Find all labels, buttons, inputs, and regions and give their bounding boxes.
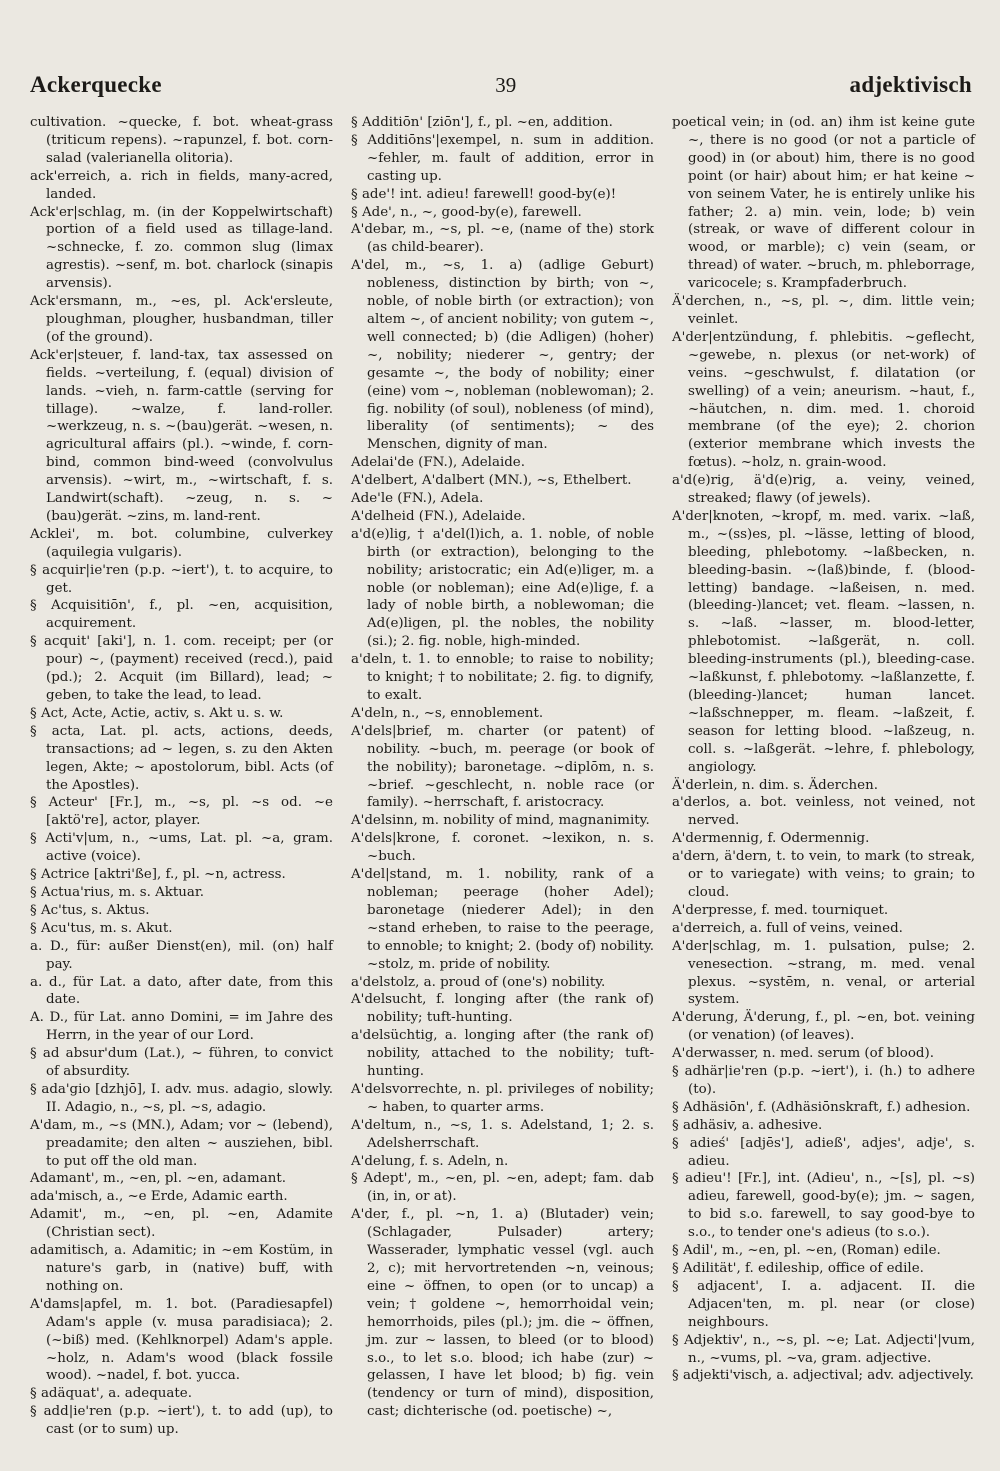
dictionary-entry: § Act, Acte, Actie, activ, s. Akt u. s. w. [30, 705, 284, 721]
dictionary-entry: Ack'ersmann, m., ~es, pl. Ack'ersleute, ploughman, plougher, husbandman, tiller (of the ground). [30, 294, 333, 345]
dictionary-entry: a. d., für Lat. a dato, after date, from this date. [30, 974, 333, 1008]
dictionary-entry: Ack'er|schlag, m. (in der Koppelwirtschaft) portion of a field used as tillage-land. ~schnecke, f. zo. common slug (limax agrestis). ~senf, m. bot. charlock (sinapis arvensis). [30, 204, 333, 292]
dictionary-entry: A'delsvorrechte, n. pl. privileges of nobility; ~ haben, to quarter arms. [351, 1081, 654, 1115]
dictionary-entry: Adamant', m., ~en, pl. ~en, adamant. [30, 1171, 286, 1187]
dictionary-entry: a'd(e)lig, † a'del(l)ich, a. 1. noble, of noble birth (or extraction), belonging to the nobility; aristocratic; ein Ad(e)liger, m. a noble (or nobleman); eine Ad(e)lige, f. a lady of noble birth, a noblewoman; die Ad(e)ligen, pl. the nobles, the nobility (si.); 2. fig. noble, high-minded. [351, 526, 654, 650]
dictionary-entry: Ä'derchen, n., ~s, pl. ~, dim. little vein; veinlet. [672, 294, 975, 327]
dictionary-entry: poetical vein; in (od. an) ihm ist keine gute ~, there is no good (or not a particle of good) in (or about) him, there is no good point (or hair) about him; er hat keine ~ von seinem Vater, he is entirely unlike his father; 2. a) min. vein, lode; b) vein (streak, or wave of different colour in wood, or marble); c) vein (seam, or thread) of water. ~bruch, m. phleborrage, varicocele; s. Krampfaderbruch. [672, 115, 975, 292]
dictionary-entry: § Adil', m., ~en, pl. ~en, (Roman) edile. [672, 1243, 941, 1259]
dictionary-entry: § Ade', n., ~, good-by(e), farewell. [351, 204, 582, 220]
dictionary-entry: § Additiōns'|exempel, n. sum in addition. ~fehler, m. fault of addition, error in casting up. [351, 132, 654, 184]
dictionary-entry: A'derung, Ä'derung, f., pl. ~en, bot. veining (or venation) (of leaves). [672, 1010, 975, 1044]
column-middle [351, 114, 654, 1420]
dictionary-entry: § Ac'tus, s. Aktus. [30, 902, 150, 918]
dictionary-entry: cultivation. ~quecke, f. bot. wheat-grass (triticum repens). ~rapunzel, f. bot. corn-salad (valerianella olitoria). [30, 115, 333, 166]
dictionary-entry: a'd(e)rig, ä'd(e)rig, a. veiny, veined, streaked; flawy (of jewels). [672, 473, 975, 507]
dictionary-entry: a'deln, t. 1. to ennoble; to raise to nobility; to knight; † to nobilitate; 2. fig. to dignify, to exalt. [351, 652, 654, 703]
dictionary-entry: A'dermennig, f. Odermennig. [672, 831, 870, 847]
dictionary-entry: § Adilität', f. edileship, office of edile. [672, 1261, 924, 1276]
dictionary-entry: A'dams|apfel, m. 1. bot. (Paradiesapfel) Adam's apple (v. musa paradisiaca); 2. (~biß) med. (Kehlknorpel) Adam's apple. ~holz, n. Adam's wood (black fossile wood). ~nadel, f. bot. yucca. [30, 1296, 333, 1384]
dictionary-entry: § ad absur'dum (Lat.), ~ führen, to convict of absurdity. [30, 1046, 333, 1080]
dictionary-entry: Ä'derlein, n. dim. s. Äderchen. [672, 777, 878, 793]
dictionary-entry: a'derreich, a. full of veins, veined. [672, 920, 903, 936]
dictionary-entry: § ade'! int. adieu! farewell! good-by(e)! [351, 186, 617, 202]
dictionary-entry: § Actua'rius, m. s. Aktuar. [30, 884, 205, 900]
dictionary-entry: § Acteur' [Fr.], m., ~s, pl. ~s od. ~e [aktö're], actor, player. [30, 795, 333, 829]
dictionary-entry: adamitisch, a. Adamitic; in ~em Kostüm, in nature's garb, in (native) buff, with nothing on. [30, 1243, 333, 1294]
dictionary-entry: § Additiōn' [ziōn'], f., pl. ~en, addition. [351, 115, 613, 130]
dictionary-entry: A'der|knoten, ~kropf, m. med. varix. ~laß, m., ~(ss)es, pl. ~lässe, letting of blood, bleeding, phlebotomy. ~laßbecken, n. bleeding-basin. ~(laß)binde, f. (blood-letting) bandage. ~laßeisen, n. med. (bleeding-)lancet; vet. fleam. ~lassen, n. s. ~laß. ~lasser, m. blood-letter, phlebotomist. ~laßgerät, n. coll. bleeding-instruments (pl.), bleeding-case. ~laßkunst, f. phlebotomy. ~laßlanzette, f. (bleeding-)lancet; human lancet. ~laßschnepper, m. fleam. ~laßzeit, f. season for letting blood. ~laßzeug, n. coll. s. ~laßgerät. ~lehre, f. phlebology, angiology. [672, 508, 975, 775]
dictionary-entry: A'deltum, n., ~s, 1. s. Adelstand, 1; 2. s. Adelsherrschaft. [351, 1117, 654, 1151]
dictionary-entry: § adhär|ie'ren (p.p. ~iert'), i. (h.) to adhere (to). [672, 1064, 975, 1097]
dictionary-entry: § adjekti'visch, a. adjectival; adv. adjectively. [672, 1368, 974, 1384]
dictionary-entry: a'delsüchtig, a. longing after (the rank of) nobility, attached to the nobility; tuft-hunting. [351, 1028, 654, 1080]
dictionary-entry: § adhäsiv, a. adhesive. [672, 1117, 823, 1133]
dictionary-entry: § acquit' [aki'], n. 1. com. receipt; per (or pour) ~, (payment) received (recd.), paid (pd.); 2. Acquit (im Billard), lead; ~ geben, to take the lead, to lead. [30, 634, 333, 703]
dictionary-entry: ada'misch, a., ~e Erde, Adamic earth. [30, 1189, 288, 1205]
dictionary-entry: a'delstolz, a. proud of (one's) nobility. [351, 974, 606, 990]
dictionary-entry: A'delung, f. s. Adeln, n. [351, 1153, 509, 1169]
dictionary-entry: A'delsucht, f. longing after (the rank of) nobility; tuft-hunting. [351, 992, 654, 1026]
dictionary-entry: A'dels|krone, f. coronet. ~lexikon, n. s. ~buch. [351, 831, 654, 865]
dictionary-entry: § Adept', m., ~en, pl. ~en, adept; fam. dab (in, in, or at). [351, 1171, 654, 1205]
dictionary-entry: § add|ie'ren (p.p. ~iert'), t. to add (up), to cast (or to sum) up. [30, 1404, 333, 1438]
dictionary-entry: § Actrice [aktri'ße], f., pl. ~n, actress. [30, 867, 286, 883]
dictionary-entry: § Adjektiv', n., ~s, pl. ~e; Lat. Adjecti'|vum, n., ~vums, pl. ~va, gram. adjective. [672, 1332, 975, 1366]
running-head [30, 68, 972, 102]
dictionary-entry: A'der, f., pl. ~n, 1. a) (Blutader) vein; (Schlagader, Pulsader) artery; Wasserader, lymphatic vessel (vgl. auch 2, c); mit hervortretenden ~n, veinous; eine ~ öffnen, to open (or to uncap) a vein; † goldene ~, hemorrhoidal vein; hemorrhoids, piles (pl.); jm. die ~ öffnen, jm. zur ~ lassen, to bleed (or to blood) s.o., to let s.o. blood; ich habe (zur) ~ gelassen, I have let blood; b) fig. vein (tendency or turn of mind), disposition, cast; dichterische (od. poetische) ~, [351, 1207, 654, 1420]
dictionary-entry: A'derpresse, f. med. tourniquet. [672, 902, 889, 918]
dictionary-entry: § adieś' [adjēs'], adieß', adjes', adje', s. adieu. [672, 1135, 975, 1169]
dictionary-entry: § ada'gio [dzhjō], I. adv. mus. adagio, slowly. II. Adagio, n., ~s, pl. ~s, adagio. [30, 1081, 333, 1115]
dictionary-entry: A'del|stand, m. 1. nobility, rank of a nobleman; peerage (hoher Adel); baronetage (niederer Adel); in den ~stand erheben, to raise to the peerage, to ennoble; to knight; 2. (body of) nobility. ~stolz, m. pride of nobility. [351, 867, 654, 972]
column-left [30, 114, 333, 1438]
dictionary-entry: A'del, m., ~s, 1. a) (adlige Geburt) nobleness, distinction by birth; von ~, noble, of noble birth (or extraction); von altem ~, of ancient nobility; von gutem ~, well connected; b) (die Adligen) (hoher) ~, nobility; niederer ~, gentry; der gesamte ~, the body of nobility; einer (eine) vom ~, nobleman (noblewoman); 2. fig. nobility (of soul), nobleness (of mind), liberality (of sentiments); ~ des Menschen, dignity of man. [351, 258, 654, 453]
dictionary-entry: A'deln, n., ~s, ennoblement. [351, 705, 544, 721]
dictionary-entry: § adjacent', I. a. adjacent. II. die Adjacen'ten, m. pl. near (or close) neighbours. [672, 1278, 975, 1330]
dictionary-entry: ack'erreich, a. rich in fields, many-acred, landed. [30, 168, 333, 202]
dictionary-entry: A'debar, m., ~s, pl. ~e, (name of the) stork (as child-bearer). [351, 222, 654, 256]
dictionary-entry: § Acu'tus, m. s. Akut. [30, 920, 173, 936]
page-number: 39 [495, 72, 517, 97]
dictionary-entry: A. D., für Lat. anno Domini, = im Jahre des Herrn, in the year of our Lord. [30, 1010, 333, 1044]
dictionary-entry: A'delsinn, m. nobility of mind, magnanimity. [351, 813, 650, 829]
dictionary-entry: § Acquisitiōn', f., pl. ~en, acquisition, acquirement. [30, 598, 333, 632]
guide-word-right: adjektivisch [849, 72, 972, 97]
dictionary-entry: A'der|schlag, m. 1. pulsation, pulse; 2. venesection. ~strang, m. med. venal plexus. ~systēm, n. venal, or arterial system. [672, 938, 975, 1008]
text-columns [30, 114, 975, 1438]
dictionary-entry: § Adhäsiōn', f. (Adhäsiōnskraft, f.) adhesion. [672, 1099, 971, 1115]
dictionary-entry: A'delbert, A'dalbert (MN.), ~s, Ethelbert. [351, 473, 632, 489]
dictionary-entry: a'derlos, a. bot. veinless, not veined, not nerved. [672, 795, 975, 829]
dictionary-entry: Ade'le (FN.), Adela. [351, 491, 484, 507]
dictionary-entry: Adamit', m., ~en, pl. ~en, Adamite (Christian sect). [30, 1207, 333, 1241]
dictionary-entry: a. D., für: außer Dienst(en), mil. (on) half pay. [30, 938, 333, 972]
dictionary-entry: A'der|entzündung, f. phlebitis. ~geflecht, ~gewebe, n. plexus (or net-work) of veins. ~geschwulst, f. dilatation (or swelling) of a vein; aneurism. ~haut, f., ~häutchen, n. dim. med. 1. choroid membrane (of the eye); 2. chorion (exterior membrane which invests the fœtus). ~holz, n. grain-wood. [672, 329, 975, 471]
dictionary-entry: § adieu'! [Fr.], int. (Adieu', n., ~[s], pl. ~s) adieu, farewell, good-by(e); jm. ~ sagen, to bid s.o. farewell, to say good-bye to s.o., to tender one's adieus (to s.o.). [672, 1171, 975, 1241]
dictionary-entry: § acquir|ie'ren (p.p. ~iert'), t. to acquire, to get. [30, 562, 333, 596]
guide-word-left: Ackerquecke [30, 72, 162, 97]
dictionary-entry: Adelai'de (FN.), Adelaide. [351, 455, 525, 471]
dictionary-entry: § Acti'v|um, n., ~ums, Lat. pl. ~a, gram. active (voice). [30, 831, 333, 865]
dictionary-entry: A'dels|brief, m. charter (or patent) of nobility. ~buch, m. peerage (or book of the nobility); baronetage. ~diplōm, n. s. ~brief. ~geschlecht, n. noble race (or family). ~herrschaft, f. aristocracy. [351, 723, 654, 811]
column-right [672, 114, 975, 1404]
dictionary-entry: A'delheid (FN.), Adelaide. [351, 508, 526, 524]
dictionary-entry: A'derwasser, n. med. serum (of blood). [672, 1046, 934, 1062]
dictionary-entry: § adäquat', a. adequate. [30, 1386, 192, 1402]
dictionary-entry: Ack'er|steuer, f. land-tax, tax assessed on fields. ~verteilung, f. (equal) division of lands. ~vieh, n. farm-cattle (serving for tillage). ~walze, f. land-roller. ~werkzeug, n. s. ~(bau)gerät. ~wesen, n. agricultural affairs (pl.). ~winde, f. corn-bind, common bind-weed (convolvulus arvensis). ~wirt, m., ~wirtschaft, f. s. Landwirt(schaft). ~zeug, n. s. ~(bau)gerät. ~zins, m. land-rent. [30, 347, 333, 524]
dictionary-entry: § acta, Lat. pl. acts, actions, deeds, transactions; ad ~ legen, s. zu den Akten legen, Akte; ~ apostolorum, bibl. Acts (of the Apostles). [30, 723, 333, 793]
dictionary-entry: Acklei', m. bot. columbine, culverkey (aquilegia vulgaris). [30, 526, 333, 560]
dictionary-entry: A'dam, m., ~s (MN.), Adam; vor ~ (lebend), preadamite; den alten ~ ausziehen, bibl. to put off the old man. [30, 1117, 333, 1169]
dictionary-entry: a'dern, ä'dern, t. to vein, to mark (to streak, or to variegate) with veins; to grain; to cloud. [672, 849, 975, 900]
